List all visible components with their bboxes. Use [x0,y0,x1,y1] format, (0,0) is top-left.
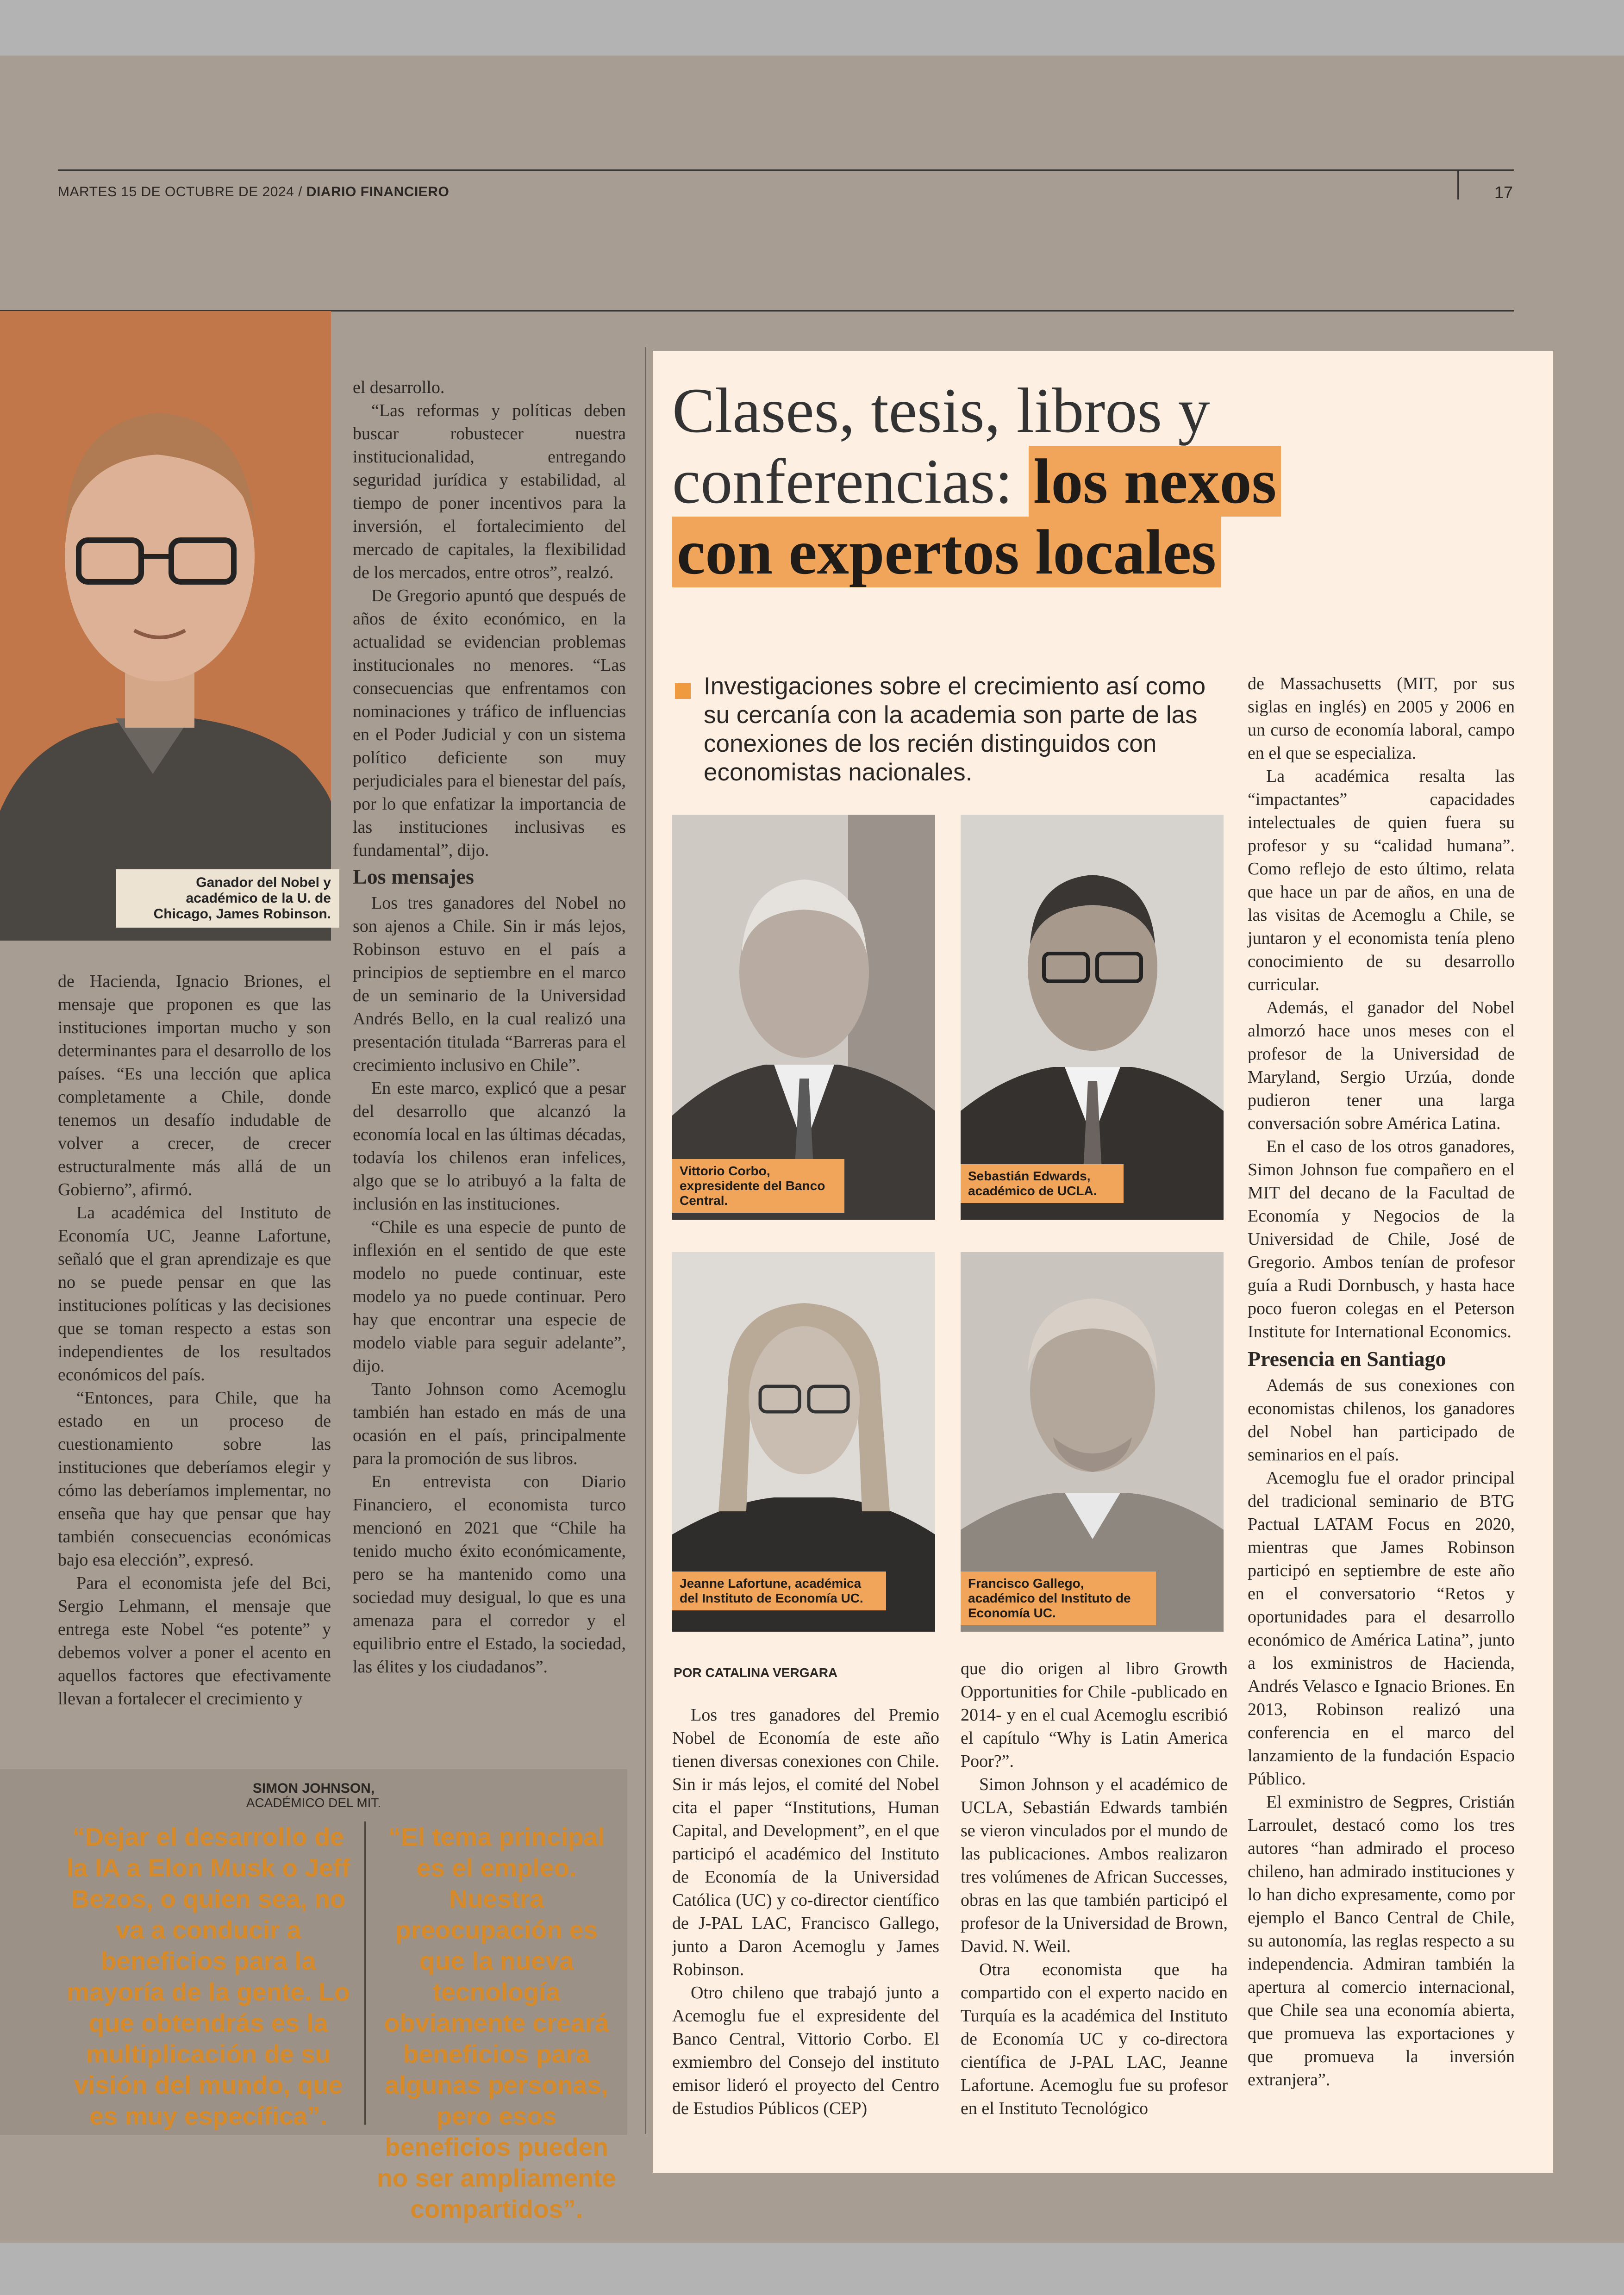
feature-headline [672,375,1459,587]
photo-edwards [961,815,1224,1220]
pull-quote-2: “El tema principal es el empleo. Nuestra preocupación es que la nueva tecnología obviamente creará beneficios para algunas personas, pero esos beneficios pueden no ser ampliamente compartidos”. [377,1822,616,2223]
masthead [58,184,449,200]
paragraph: Acemoglu fue el orador principal del tradicional seminario de BTG Pactual LATAM Focus en 2020, mientras que James Robinson participó en septiembre de este año en el conversatorio “Retos y oportunidades para el desarrollo económico de América Latina”, junto a los exministros de Hacienda, Andrés Velasco e Ignacio Briones. En 2013, Robinson realizó una conferencia en el marco del lanzamiento de la fundación Espacio Público. [1248,1468,1515,1789]
robinson-caption: Ganador del Nobel y académico de la U. de Chicago, James Robinson. [116,869,339,928]
quote-attribution [0,1781,627,1810]
deck-bullet-icon [675,683,691,699]
paragraph: Los tres ganadores del Nobel no son ajenos a Chile. Sin ir más lejos, Robinson estuvo en el país a principios de septiembre en el marco de un seminario de la Universidad Andrés Bello, en la cual realizó una presentación titulada “Barreras para el crecimiento inclusivo en Chile”. [353,893,626,1075]
subhead-presencia-en-santiago: Presencia en Santiago [1248,1347,1446,1371]
paragraph: que dio origen al libro Growth Opportunities for Chile -publicado en 2014- y en el cual Acemoglu escribió el capítulo “Why is Latin America Poor?”. [961,1659,1228,1771]
robinson-portrait-illustration [0,311,331,941]
masthead-divider [1457,169,1459,200]
box-column-3 [1248,672,1515,2091]
quote-divider [364,1821,366,2125]
paragraph: La académica del Instituto de Economía UC, Jeanne Lafortune, señaló que el gran aprendizaje es que no se puede pensar en que las instituciones políticas y las decisiones que se toman respecto a estas son independientes de los resultados económicos del país. [58,1203,331,1384]
headline-highlight-1: los nexos [1029,446,1281,517]
paragraph: Para el economista jefe del Bci, Sergio Lehmann, el mensaje que entrega este Nobel “es potente” y debemos volver a poner el acento en aquellos factores que efectivamente llevan a fortalecer el crecimiento y [58,1573,331,1709]
paragraph: Tanto Johnson como Acemoglu también han estado en más de una ocasión en el país, principalmente para la promoción de sus libros. [353,1379,626,1468]
left-column-1 [58,970,331,1710]
paragraph: Además, el ganador del Nobel almorzó hace unos meses con el profesor de la Universidad de Maryland, Sergio Urzúa, donde pudieron tener una larga conversación sobre América Latina. [1248,998,1515,1133]
caption-corbo: Vittorio Corbo, expresidente del Banco Central. [672,1159,844,1213]
paragraph: Otro chileno que trabajó junto a Acemoglu fue el expresidente del Banco Central, Vittorio Corbo. El exmiembro del Consejo del instituto emisor lideró el proyecto del Centro de Estudios Públicos (CEP) [672,1983,939,2118]
paragraph: Los tres ganadores del Premio Nobel de Economía de este año tienen diversas conexiones con Chile. Sin ir más lejos, el comité del Nobel cita el paper “Institutions, Human Capital, and Development”, en el que participó el académico del Instituto de Economía de la Universidad Católica (UC) y co-director científico de J-PAL LAC, Francisco Gallego, junto a Daron Acemoglu y James Robinson. [672,1705,939,1979]
edwards-portrait-illustration [961,815,1224,1220]
masthead-date: MARTES 15 DE OCTUBRE DE 2024 / [58,184,302,200]
masthead-rule [58,169,1514,171]
feature-deck: Investigaciones sobre el crecimiento así como su cercanía con la academia son parte de las conexiones de los recién distinguidos con economistas nacionales. [704,673,1206,786]
paragraph: de Massachusetts (MIT, por sus siglas en inglés) en 2005 y 2006 en un curso de economía laboral, campo en el que se especializa. [1248,674,1515,763]
headline-highlight-2: con expertos locales [672,517,1221,587]
quote-author-role: ACADÉMICO DEL MIT. [246,1796,381,1810]
caption-lafortune: Jeanne Lafortune, académica del Instituto de Economía UC. [672,1572,886,1610]
paragraph: de Hacienda, Ignacio Briones, el mensaje que proponen es que las instituciones importan mucho y son determinantes para el desarrollo de los países. “Es una lección que aplica completamente a Chile, donde tenemos un desafío indudable de volver a crecer, de crecer estructuralmente más allá de un Gobierno”, afirmó. [58,972,331,1199]
paragraph: “Entonces, para Chile, que ha estado en un proceso de cuestionamiento sobre las instituciones que deberíamos elegir y cómo las deberíamos implementar, no enseña que hay que pensar que hay también consecuencias económicas bajo esa elección”, expresó. [58,1388,331,1570]
caption-edwards: Sebastián Edwards, académico de UCLA. [961,1164,1124,1203]
paragraph: En el caso de los otros ganadores, Simon Johnson fue compañero en el MIT del decano de la Facultad de Economía y Negocios de la Universidad de Chile, José de Gregorio. Ambos tenían de profesor guía a Rudi Dornbusch, y hasta hace poco fueron colegas en el Peterson Institute for International Economics. [1248,1137,1515,1341]
left-column-2 [353,376,626,1678]
paragraph: el desarrollo. [353,378,445,397]
headline-plain: Clases, tesis, libros y conferencias: [672,375,1210,517]
byline: POR CATALINA VERGARA [674,1665,838,1680]
paragraph: De Gregorio apuntó que después de años de éxito económico, en la actualidad se evidencian problemas institucionales no menores. “Las consecuencias que enfrentamos con nominaciones y tráfico de influencias en el Poder Judicial y con un sistema político deficiente son muy perjudiciales para el bienestar del país, por lo que enfatizar la importancia de las instituciones inclusivas es fundamental”, dijo. [353,586,626,860]
paragraph: Simon Johnson y el académico de UCLA, Sebastián Edwards también se vieron vinculados por el mundo de las publicaciones. Ambos realizaron tres volúmenes de African Successes, obras en las que también participó el profesor de la Universidad de Brown, David. N. Weil. [961,1775,1228,1956]
paragraph: El exministro de Segpres, Cristián Larroulet, destacó como los tres autores “han admirado el proceso chileno, han admirado instituciones y lo han dicho expresamente, como por ejemplo el Banco Central de Chile, su autonomía, las reglas respecto a su independencia. Admiran también la apertura al comercio internacional, que Chile sea una economía abierta, que promueva las exportaciones y que promueva la inversión extranjera”. [1248,1792,1515,2089]
paragraph: “Chile es una especie de punto de inflexión en el sentido de que este modelo no puede continuar, este modelo ya no puede continuar. Pero hay que encontrar una especie de modelo viable para seguir adelante”, dijo. [353,1217,626,1376]
paragraph: Además de sus conexiones con economistas chilenos, los ganadores del Nobel han participado de seminarios en el país. [1248,1376,1515,1465]
paragraph: La académica resalta las “impactantes” capacidades intelectuales de quien fuera su profesor y su “calidad humana”. Como reflejo de esto último, relata que hace un par de años, en una de las visitas de Acemoglu a Chile, se juntaron y el economista tenía pleno conocimiento de su desarrollo curricular. [1248,767,1515,994]
subhead-los-mensajes: Los mensajes [353,865,474,888]
masthead-paper: DIARIO FINANCIERO [306,184,450,200]
caption-gallego: Francisco Gallego, académico del Instituto de Economía UC. [961,1572,1156,1625]
robinson-photo [0,311,331,941]
paragraph: En entrevista con Diario Financiero, el economista turco mencionó en 2021 que “Chile ha tenido mucho éxito económicamente, pero se ha mantenido como una sociedad muy desigual, lo que es una amenaza para el corredor y el equilibrio entre el Estado, la sociedad, las élites y los ciudadanos”. [353,1472,626,1677]
box-column-1 [672,1703,939,2120]
column-rule [645,347,646,2134]
quote-author: SIMON JOHNSON, [252,1781,375,1796]
pull-quote-1: “Dejar el desarrollo de la IA a Elon Musk o Jeff Bezos, o quien sea, no va a conducir a beneficios para la mayoría de la gente. Lo que obtendrás es la multiplicación de su visión del mundo, que es muy específica”. [66,1822,350,2130]
paragraph: Otra economista que ha compartido con el experto nacido en Turquía es la académica del Instituto de Economía UC y co-directora científica de J-PAL LAC, Jeanne Lafortune. Acemoglu fue su profesor en el Instituto Tecnológico [961,1960,1228,2118]
box-column-2 [961,1657,1228,2120]
paragraph: En este marco, explicó que a pesar del desarrollo que alcanzó la economía local en las últimas décadas, todavía los chilenos eran infelices, algo que se lo atribuyó a la falta de inclusión en las instituciones. [353,1079,626,1214]
paragraph: “Las reformas y políticas deben buscar robustecer nuestra institucionalidad, entregando seguridad jurídica y estabilidad, al tiempo de poner incentivos para la inversión, el fortalecimiento del mercado de capitales, la flexibilidad de los mercados, entre otros”, realzó. [353,401,626,582]
page-number: 17 [1494,183,1513,202]
